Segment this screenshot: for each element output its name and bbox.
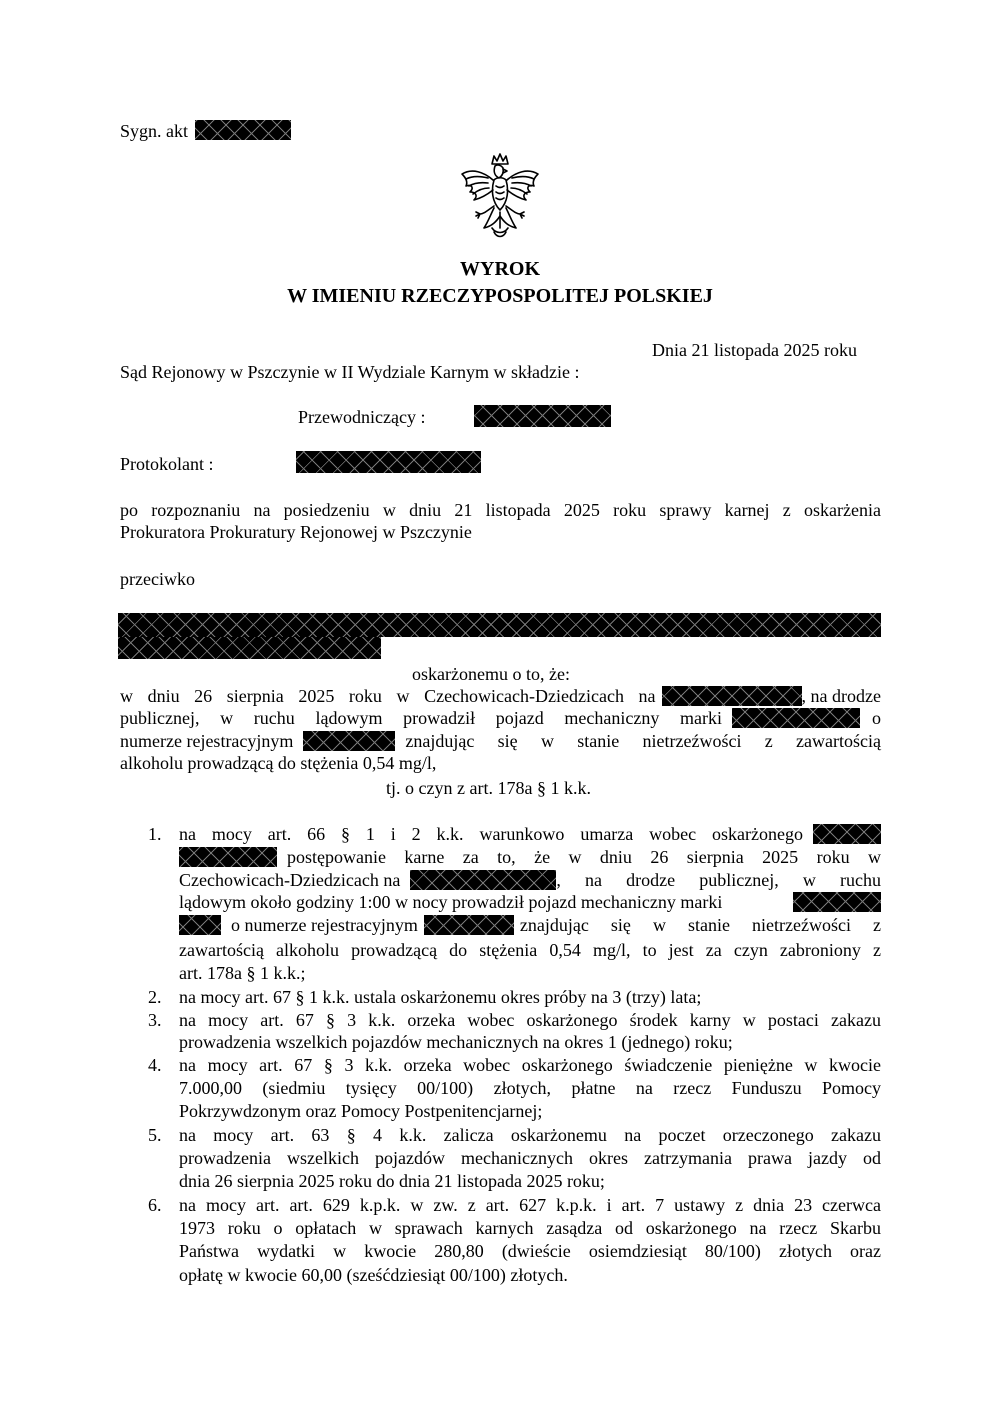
item-6-line-4: opłatę w kwocie 60,00 (sześćdziesiąt 00/100) złotych. xyxy=(179,1265,568,1285)
item-1-line-5 xyxy=(179,914,881,936)
case-signature xyxy=(120,120,291,142)
charge-qualification: tj. o czyn z art. 178a § 1 k.k. xyxy=(386,778,591,798)
against-label: przeciwko xyxy=(120,569,195,589)
item-6-line-3: Państwa wydatki w kwocie 280,80 (dwieście osiemdziesiąt 80/100) złotych oraz xyxy=(179,1241,881,1261)
item-5-line-2: prowadzenia wszelkich pojazdów mechanicznych okres zatrzymania prawa jazdy od xyxy=(179,1148,881,1168)
charge-line-2 xyxy=(120,707,881,729)
item-4-number: 4. xyxy=(148,1055,162,1075)
item-3-line-2: prowadzenia wszelkich pojazdów mechanicznych na okres 1 (jednego) roku; xyxy=(179,1032,733,1052)
intro-line-1: po rozpoznaniu na posiedzeniu w dniu 21 listopada 2025 roku sprawy karnej z oskarżenia xyxy=(120,500,881,520)
item-2-line-1: na mocy art. 67 § 1 k.k. ustala oskarżonemu okres próby na 3 (trzy) lata; xyxy=(179,987,702,1007)
item-1-line-2-text: postępowanie karne za to, że w dniu 26 sierpnia 2025 roku w xyxy=(287,847,881,867)
item-5-line-3: dnia 26 sierpnia 2025 roku do dnia 21 listopada 2025 roku; xyxy=(179,1171,605,1191)
charge-heading: oskarżonemu o to, że: xyxy=(412,664,570,684)
item-3-line-1: na mocy art. 67 § 3 k.k. orzeka wobec oskarżonego środek karny w postaci zakazu xyxy=(179,1010,881,1030)
redacted-plate-1 xyxy=(303,731,395,751)
charge-line-3-b: znajdując się w stanie nietrzeźwości z zawartością xyxy=(405,731,881,751)
redacted-defendant-name-a xyxy=(813,824,881,844)
redacted-clerk-name xyxy=(296,451,481,473)
item-1-line-6: zawartością alkoholu prowadzącą do stężenia 0,54 mg/l, to jest za czyn zabroniony z xyxy=(179,940,881,960)
charge-line-3-a: numerze rejestracyjnym xyxy=(120,731,294,751)
clerk-label: Protokolant : xyxy=(120,454,214,474)
charge-line-1-text: w dniu 26 sierpnia 2025 roku w Czechowicach-Dziedzicach na xyxy=(120,686,656,706)
item-4-line-3: Pokrzywdzonym oraz Pomocy Postpenitencjarnej; xyxy=(179,1101,543,1121)
chair-label: Przewodniczący : xyxy=(298,407,426,427)
redacted-case-number xyxy=(195,120,291,140)
redacted-car-make-2b xyxy=(179,915,221,935)
polish-eagle-emblem xyxy=(458,152,542,242)
item-5-number: 5. xyxy=(148,1125,162,1145)
judgment-subtitle: W IMIENIU RZECZYPOSPOLITEJ POLSKIEJ xyxy=(287,285,713,307)
item-6-number: 6. xyxy=(148,1195,162,1215)
judgment-date: Dnia 21 listopada 2025 roku xyxy=(652,340,857,360)
item-4-line-2: 7.000,00 (siedmiu tysięcy 00/100) złotych, płatne na rzecz Funduszu Pomocy xyxy=(179,1078,881,1098)
redacted-car-make-1 xyxy=(732,708,860,728)
item-4-line-1: na mocy art. 67 § 3 k.k. orzeka wobec oskarżonego świadczenie pieniężne w kwocie xyxy=(179,1055,881,1075)
charge-line-1-end: , na drodze xyxy=(801,686,881,706)
redacted-defendant-line-1 xyxy=(118,613,881,637)
item-1-line-1-text: na mocy art. 66 § 1 i 2 k.k. warunkowo umarza wobec oskarżonego xyxy=(179,824,803,844)
item-1-line-2 xyxy=(179,846,881,868)
item-6-line-1: na mocy art. art. 629 k.p.k. w zw. z art. 627 k.p.k. i art. 7 ustawy z dnia 23 czerwca xyxy=(179,1195,881,1215)
item-1-line-3 xyxy=(179,869,881,891)
item-1-line-1 xyxy=(179,823,881,845)
charge-line-2-a: publicznej, w ruchu lądowym prowadził pojazd mechaniczny marki xyxy=(120,708,722,728)
intro-line-2: Prokuratora Prokuratury Rejonowej w Pszczynie xyxy=(120,522,472,542)
redacted-defendant-name-b xyxy=(179,847,277,867)
court-composition: Sąd Rejonowy w Pszczynie w II Wydziale Karnym w składzie : xyxy=(120,362,580,382)
judgment-title: WYROK xyxy=(460,258,540,280)
item-6-line-2: 1973 roku o opłatach w sprawach karnych zasądza od oskarżonego na rzecz Skarbu xyxy=(179,1218,881,1238)
item-1-line-4-text: lądowym około godziny 1:00 w nocy prowadził pojazd mechaniczny marki xyxy=(179,892,723,912)
charge-line-3 xyxy=(120,730,881,752)
item-5-line-1: na mocy art. 63 § 4 k.k. zalicza oskarżonemu na poczet orzeczonego zakazu xyxy=(179,1125,881,1145)
item-1-number: 1. xyxy=(148,824,162,844)
redacted-plate-2 xyxy=(424,915,514,935)
item-1-line-7: art. 178a § 1 k.k.; xyxy=(179,963,306,983)
item-1-line-5-a: o numerze rejestracyjnym xyxy=(231,915,418,935)
item-3-number: 3. xyxy=(148,1010,162,1030)
redacted-defendant-line-2 xyxy=(118,637,381,659)
item-1-line-3-b: , na drodze publicznej, w ruchu xyxy=(556,870,881,890)
item-1-line-3-a: Czechowicach-Dziedzicach na xyxy=(179,870,401,890)
redacted-chair-name xyxy=(474,405,611,427)
charge-line-1 xyxy=(120,685,881,707)
redacted-car-make-2a xyxy=(793,892,881,912)
charge-line-2-end: o xyxy=(872,708,881,728)
redacted-street-1 xyxy=(662,686,802,706)
item-1-line-4 xyxy=(179,891,881,913)
charge-line-4: alkoholu prowadzącą do stężenia 0,54 mg/l, xyxy=(120,753,437,773)
case-signature-label: Sygn. akt xyxy=(120,121,189,141)
item-2-number: 2. xyxy=(148,987,162,1007)
charge-line-2-text xyxy=(120,707,722,729)
item-1-line-5-b: znajdując się w stanie nietrzeźwości z xyxy=(519,915,881,935)
redacted-street-2 xyxy=(410,870,556,890)
